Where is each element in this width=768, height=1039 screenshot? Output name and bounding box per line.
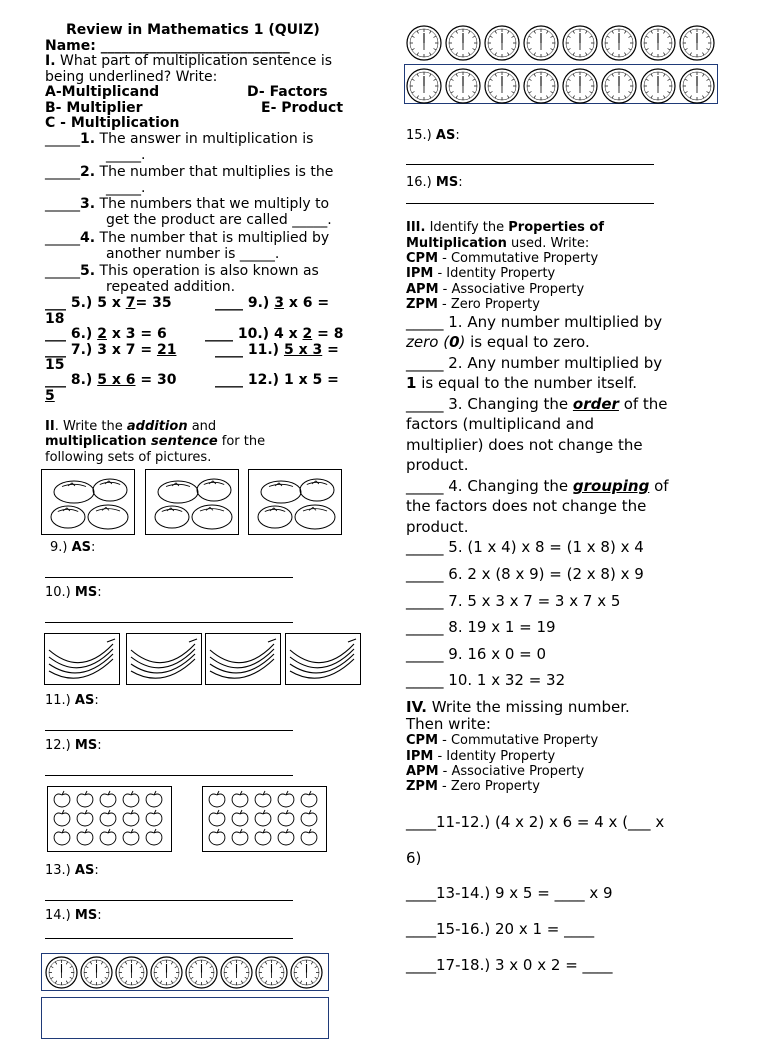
orange-picture-box-2 [145, 469, 239, 535]
apple-icon [278, 810, 294, 826]
banana-picture-box-3 [205, 633, 281, 685]
clock-row-framed [405, 67, 717, 109]
part4-apm: APM - Associative Property [406, 764, 585, 779]
q14-answer-line[interactable] [45, 938, 293, 939]
part3-q1: _____ 1. Any number multiplied by [406, 313, 663, 331]
item-5: ___ 5.) 5 x 7= 35 [45, 295, 172, 311]
part3-q3: _____ 3. Changing the order of the [406, 395, 668, 413]
apple-icon [209, 810, 225, 826]
apple-icon [232, 829, 248, 845]
part3-apm: APM - Associative Property [406, 282, 585, 297]
part3-q3-line2: factors (multiplicand and [406, 415, 595, 433]
clock-icon [46, 957, 77, 988]
q10-label: 10.) MS: [45, 585, 102, 600]
orange-icon [192, 505, 232, 529]
apple-icon [77, 829, 93, 845]
part4-zpm: ZPM - Zero Property [406, 779, 540, 794]
q12-label: 12.) MS: [45, 738, 102, 753]
part3-ipm: IPM - Identity Property [406, 266, 556, 281]
q11-answer-line[interactable] [45, 730, 293, 731]
clock-icon [641, 26, 675, 60]
item-8: ___ 8.) 5 x 6 = 30 [45, 372, 177, 388]
orange-icon [54, 481, 94, 503]
option-b: B- Multiplier [45, 100, 143, 116]
part4-instruction: IV. Write the missing number. [406, 698, 630, 716]
apple-icon [301, 791, 317, 807]
banana-bunch-icon [290, 639, 356, 678]
orange-icon [261, 481, 301, 503]
part3-cpm: CPM - Commutative Property [406, 251, 599, 266]
apple-icon [54, 791, 70, 807]
apple-icon [54, 810, 70, 826]
clock-icon [563, 26, 597, 60]
apple-icon [232, 810, 248, 826]
orange-icon [295, 505, 335, 529]
item-7: ___ 7.) 3 x 7 = 21 [45, 342, 177, 358]
part3-zpm: ZPM - Zero Property [406, 297, 540, 312]
quiz-title: Review in Mathematics 1 (QUIZ) [66, 22, 320, 38]
banana-bunch-icon [49, 639, 115, 678]
clock-icon [446, 26, 480, 60]
q14-label: 14.) MS: [45, 908, 102, 923]
apple-icon [123, 810, 139, 826]
apple-icon [278, 791, 294, 807]
apple-picture-box-2 [202, 786, 327, 852]
clock-row-left [44, 955, 324, 994]
part1-q1-cont: _____. [106, 147, 146, 163]
part3-q7: _____ 7. 5 x 3 x 7 = 3 x 7 x 5 [406, 592, 621, 610]
q15-answer-line[interactable] [406, 164, 654, 165]
apple-icon [100, 810, 116, 826]
clock-icon [151, 957, 182, 988]
apple-icon [146, 810, 162, 826]
clock-icon [81, 957, 112, 988]
clock-icon [186, 957, 217, 988]
part1-q2: _____2. The number that multiplies is the [45, 164, 334, 180]
apple-icon [54, 829, 70, 845]
apple-icon [100, 791, 116, 807]
part2-instruction-cont: multiplication sentence for the [45, 434, 266, 449]
part1-instruction-cont: being underlined? Write: [45, 69, 218, 85]
part1-q2-cont: _____. [106, 180, 146, 196]
apple-icon [301, 829, 317, 845]
clock-row-top [405, 24, 717, 66]
part1-q3-cont: get the product are called _____. [106, 212, 332, 228]
clock-icon [602, 26, 636, 60]
part1-q4-cont: another number is _____. [106, 246, 280, 262]
apple-icon [255, 829, 271, 845]
apple-icon [209, 829, 225, 845]
clock-answer-box-left [41, 997, 329, 1039]
apple-icon [100, 829, 116, 845]
clock-icon [407, 26, 441, 60]
q15-label: 15.) AS: [406, 128, 460, 143]
apple-icon [123, 791, 139, 807]
clock-icon [602, 69, 636, 103]
orange-icon [51, 506, 85, 528]
apple-icon [232, 791, 248, 807]
item-11-answer: 15 [45, 357, 65, 373]
apple-icon [278, 829, 294, 845]
q9-label: 9.) AS: [50, 540, 96, 555]
clock-icon [446, 69, 480, 103]
part4-instruction-cont: Then write: [406, 715, 491, 733]
part2-instruction: II. Write the addition and [45, 419, 217, 434]
part3-q3-line3: multiplier) does not change the [406, 436, 643, 454]
apple-icon [255, 810, 271, 826]
banana-picture-box-1 [44, 633, 120, 685]
item-6: ___ 6.) 2 x 3 = 6 [45, 326, 167, 342]
q9-answer-line[interactable] [45, 577, 293, 578]
orange-icon [300, 479, 334, 501]
apple-icon [77, 810, 93, 826]
q13-label: 13.) AS: [45, 863, 99, 878]
clock-icon [485, 69, 519, 103]
part4-q11-12: ____11-12.) (4 x 2) x 6 = 4 x (___ x [406, 813, 665, 831]
orange-icon [158, 481, 198, 503]
orange-picture-box-1 [41, 469, 135, 535]
apple-icon [77, 791, 93, 807]
orange-picture-box-3 [248, 469, 342, 535]
part3-q8: _____ 8. 19 x 1 = 19 [406, 618, 556, 636]
part3-q4-line2: the factors does not change the [406, 497, 647, 515]
part4-ipm: IPM - Identity Property [406, 749, 556, 764]
apple-icon [123, 829, 139, 845]
part3-q1-cont: zero (0) is equal to zero. [406, 333, 590, 351]
clock-icon [524, 26, 558, 60]
option-d: D- Factors [247, 84, 328, 100]
q12-answer-line[interactable] [45, 775, 293, 776]
part4-q11-12-cont: 6) [406, 849, 422, 867]
part4-q13-14: ____13-14.) 9 x 5 = ____ x 9 [406, 884, 613, 902]
part2-instruction-end: following sets of pictures. [45, 450, 212, 465]
banana-bunch-icon [131, 639, 197, 678]
banana-bunch-icon [210, 639, 276, 678]
apple-icon [209, 791, 225, 807]
apple-icon [146, 829, 162, 845]
part3-instruction: III. Identify the Properties of [406, 220, 605, 235]
part4-cpm: CPM - Commutative Property [406, 733, 599, 748]
part3-q2: _____ 2. Any number multiplied by [406, 354, 663, 372]
q10-answer-line[interactable] [45, 622, 293, 623]
clock-icon [116, 957, 147, 988]
part3-q9: _____ 9. 16 x 0 = 0 [406, 645, 547, 663]
banana-picture-box-4 [285, 633, 361, 685]
item-10: ____ 10.) 4 x 2 = 8 [205, 326, 344, 342]
name-label: Name: ___________________________ [45, 38, 290, 54]
clock-icon [680, 26, 714, 60]
part1-q5: _____5. This operation is also known as [45, 263, 319, 279]
orange-icon [88, 505, 128, 529]
apple-picture-box-1 [47, 786, 172, 852]
orange-icon [258, 506, 292, 528]
item-12-answer: 5 [45, 388, 55, 404]
clock-icon [524, 69, 558, 103]
part3-q6: _____ 6. 2 x (8 x 9) = (2 x 8) x 9 [406, 565, 644, 583]
clock-icon [641, 69, 675, 103]
item-11: ____ 11.) 5 x 3 = [215, 342, 339, 358]
clock-icon [256, 957, 287, 988]
orange-icon [155, 506, 189, 528]
option-c: C - Multiplication [45, 115, 180, 131]
part1-q5-cont: repeated addition. [106, 279, 236, 295]
clock-icon [407, 69, 441, 103]
clock-icon [221, 957, 252, 988]
part1-instruction: I. What part of multiplication sentence is [45, 53, 333, 69]
apple-icon [301, 810, 317, 826]
option-a: A-Multiplicand [45, 84, 160, 100]
clock-icon [680, 69, 714, 103]
part1-q4: _____4. The number that is multiplied by [45, 230, 330, 246]
q13-answer-line[interactable] [45, 900, 293, 901]
part1-q3: _____3. The numbers that we multiply to [45, 196, 330, 212]
item-9: ____ 9.) 3 x 6 = [215, 295, 330, 311]
part3-q10: _____ 10. 1 x 32 = 32 [406, 671, 566, 689]
item-12: ____ 12.) 1 x 5 = [215, 372, 339, 388]
apple-icon [146, 791, 162, 807]
part3-instruction-cont: Multiplication used. Write: [406, 236, 590, 251]
part1-q1: _____1. The answer in multiplication is [45, 131, 314, 147]
part3-q4: _____ 4. Changing the grouping of [406, 477, 669, 495]
clock-icon [563, 69, 597, 103]
orange-icon [197, 479, 231, 501]
q16-answer-line[interactable] [406, 203, 654, 204]
part3-q3-line4: product. [406, 456, 469, 474]
q11-label: 11.) AS: [45, 693, 99, 708]
part3-q4-line3: product. [406, 518, 469, 536]
part3-q2-cont: 1 is equal to the number itself. [406, 374, 638, 392]
part4-q17-18: ____17-18.) 3 x 0 x 2 = ____ [406, 956, 613, 974]
apple-icon [255, 791, 271, 807]
q16-label: 16.) MS: [406, 175, 463, 190]
clock-icon [291, 957, 322, 988]
clock-icon [485, 26, 519, 60]
item-9-answer: 18 [45, 311, 65, 327]
part3-q5: _____ 5. (1 x 4) x 8 = (1 x 8) x 4 [406, 538, 644, 556]
orange-icon [93, 479, 127, 501]
banana-picture-box-2 [126, 633, 202, 685]
part4-q15-16: ____15-16.) 20 x 1 = ____ [406, 920, 595, 938]
option-e: E- Product [261, 100, 344, 116]
